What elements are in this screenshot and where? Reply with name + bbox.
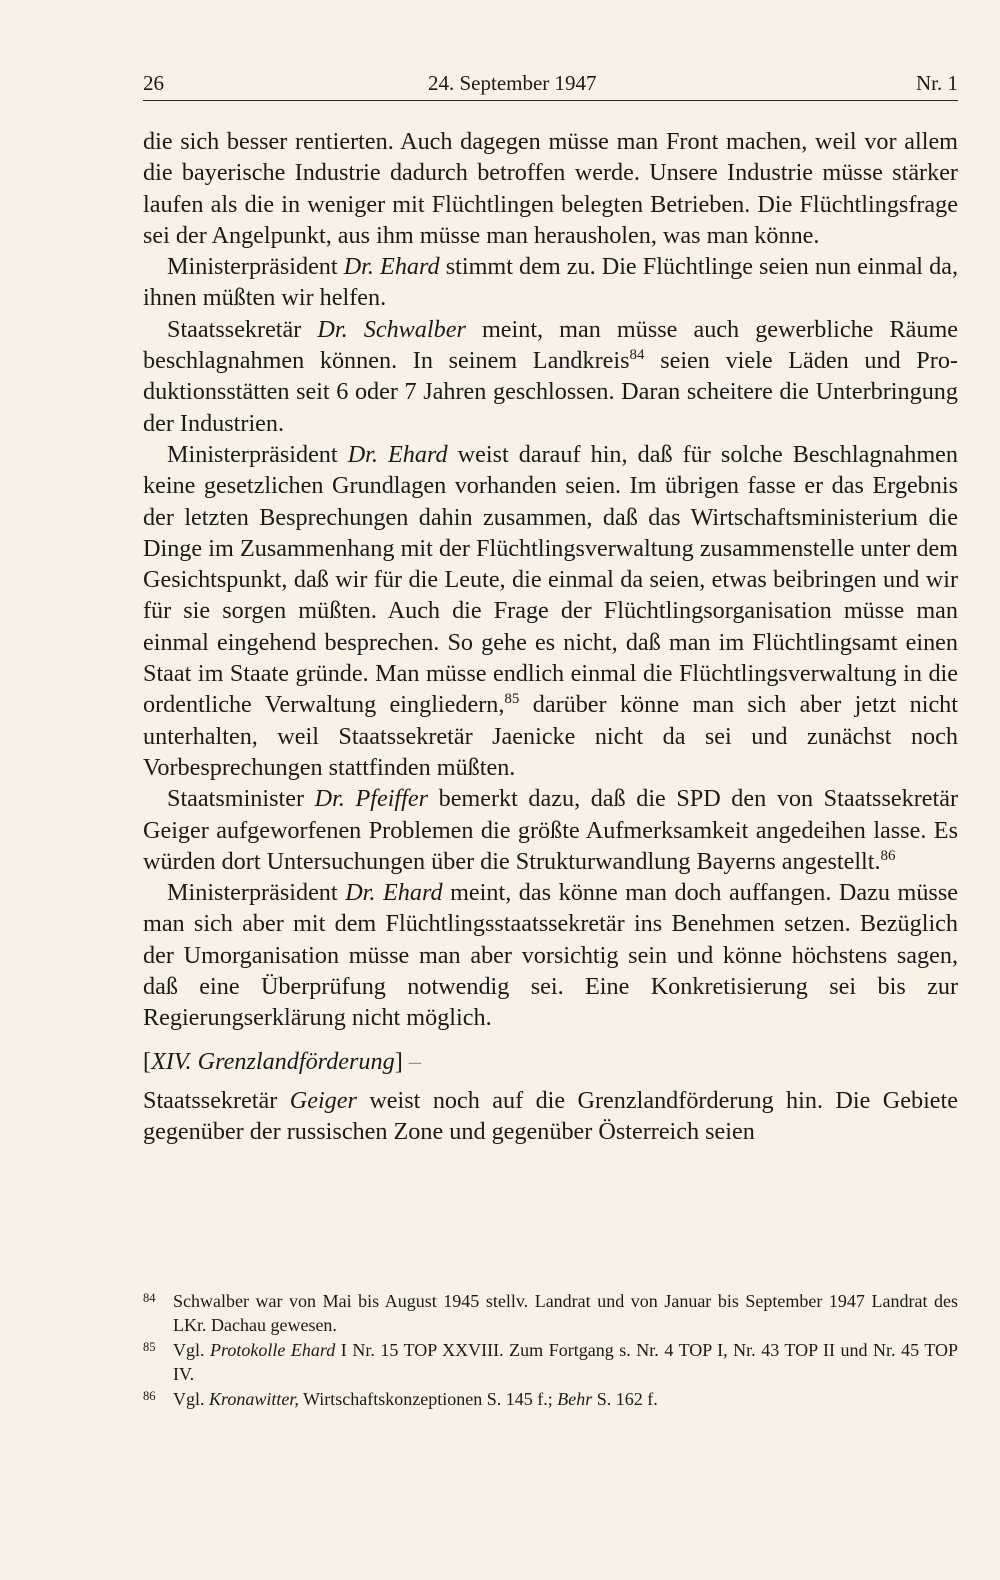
- heading-bracket-close: ]: [394, 1047, 403, 1075]
- footnote-text-part: S. 162 f.: [592, 1389, 658, 1409]
- footnote-text: [173, 1388, 958, 1412]
- footnote-cited-work: Protokolle Ehard: [210, 1340, 336, 1360]
- speaker-name: Dr. Pfeiffer: [314, 785, 429, 813]
- footnote-number: 86: [143, 1389, 156, 1403]
- paragraph-text: weist darauf hin, daß für solche Beschlagnahmen keine gesetzlichen Grundlagen vorhanden seien. Im übrigen fasse er das Ergebnis der letzten Besprechungen dahin zusammen, daß das Wirtschaftsministerium die Dinge im Zusammenhang mit der Flüchtlingsverwaltung zusammenstelle unter dem Gesichtspunkt, daß wir für die Leute, die einmal da seien, etwas beibringen und wir für sie sorgen müßten. Auch die Frage der Flüchtlingsorganisation müsse man einmal eingehend besprechen. So gehe es nicht, daß man im Flüchtlingsamt einen Staat im Staate gründe. Man müsse endlich einmal die Flüchtlingsverwaltung in die ordentliche Verwaltung eingliedern,: [143, 440, 958, 719]
- paragraph-6: [143, 877, 958, 1033]
- paragraph-3: [143, 314, 958, 439]
- footnote-ref-85[interactable]: 85: [504, 691, 520, 708]
- speaker-name: Dr. Schwalber: [317, 315, 466, 343]
- speaker-title: Ministerpräsident: [167, 879, 346, 907]
- footnote-text: [173, 1339, 958, 1386]
- footnote-ref-84[interactable]: 84: [629, 347, 645, 364]
- footnote-number: 85: [143, 1340, 156, 1354]
- footnote-text-part: I Nr. 15 TOP XXVIII. Zum Fortgang s. Nr. 4 TOP I, Nr. 43 TOP II und Nr. 45 TOP IV.: [173, 1340, 958, 1384]
- speaker-title: Staatsminister: [167, 785, 315, 813]
- footnote-text-part: Wirtschaftskonzeptionen S. 145 f.;: [298, 1389, 558, 1409]
- document-number: Nr. 1: [916, 71, 958, 95]
- paragraph-text: stimmt dem zu. Die Flüchtlinge seien nun einmal da, ihnen müßten wir helfen.: [143, 253, 958, 312]
- footnote-ref-86[interactable]: 86: [880, 847, 896, 864]
- heading-title: XIV. Grenzlandförderung: [151, 1047, 395, 1075]
- speaker-title: Ministerpräsident: [167, 253, 344, 281]
- running-header: [143, 68, 958, 101]
- heading-dash: –: [402, 1047, 421, 1075]
- footnote-text: Schwalber war von Mai bis August 1945 stellv. Landrat und von Januar bis September 1947 Landrat des LKr. Dachau gewesen.: [173, 1291, 958, 1335]
- paragraph-2: [143, 251, 958, 314]
- paragraph-text: bemerkt dazu, daß die SPD den von Staatssekretär Geiger aufgeworfenen Problemen die größte Aufmerksamkeit angedeihen lasse. Es würden dort Untersuchungen über die Strukturwandlung Bayerns angestellt.: [143, 785, 958, 875]
- speaker-name: Geiger: [289, 1086, 357, 1114]
- speaker-name: Dr. Ehard: [343, 253, 440, 281]
- main-text: [143, 126, 958, 1148]
- paragraph-1: die sich besser rentierten. Auch dagegen müsse man Front machen, weil vor allem die bayerische Industrie dadurch betroffen werde. Unsere Industrie müsse stärker laufen als die in weniger mit Flüchtlingen belegten Betrieben. Die Flüchtlingsfrage sei der Angelpunkt, aus ihm müsse man herausholen, was man könne.: [143, 128, 958, 249]
- footnotes: [143, 1290, 958, 1414]
- paragraph-text: weist noch auf die Grenzlandförderung hin. Die Gebiete gegenüber der russischen Zone und gegenüber Österreich seien: [143, 1086, 958, 1146]
- speaker-name: Dr. Ehard: [347, 440, 448, 468]
- paragraph-text: meint, das könne man doch auffangen. Dazu müsse man sich aber mit dem Flüchtlingsstaatssekretär ins Benehmen setzen. Bezüglich der Umorganisation müsse man aber vorsichtig sein und könne höchstens sagen, daß eine Überprüfung notwendig sei. Eine Konkretisierung sei bis zur Regierungserklärung nicht möglich.: [143, 879, 958, 1032]
- paragraph-text: seien viele Läden und Produktionsstätten seit 6 oder 7 Jahren geschlossen. Daran scheitere die Unterbringung der Industrien.: [143, 347, 958, 437]
- footnote-cited-author: Kronawitter,: [209, 1389, 299, 1409]
- footnote-text-part: Vgl.: [173, 1340, 211, 1360]
- paragraph-text: darüber könne man sich aber jetzt nicht unterhalten, weil Staatssekretär Jaenicke nicht da sei und zunächst noch Vorbesprechungen stattfinden müßten.: [143, 691, 958, 781]
- paragraph-5: [143, 783, 958, 877]
- footnote-cited-author: Behr: [557, 1389, 593, 1409]
- section-heading: [143, 1046, 958, 1077]
- footnote-85: [143, 1339, 958, 1386]
- page-number: 26: [143, 71, 164, 95]
- paragraph-4: [143, 439, 958, 783]
- speaker-title: Staatssekretär: [143, 1086, 290, 1114]
- speaker-title: Staatssekretär: [167, 315, 318, 343]
- heading-bracket-open: [: [143, 1047, 152, 1075]
- speaker-title: Ministerpräsident: [167, 440, 348, 468]
- paragraph-7: [143, 1085, 958, 1148]
- footnote-text-part: Vgl.: [173, 1389, 209, 1409]
- footnote-number: 84: [143, 1291, 156, 1305]
- paragraph-text: meint, man müsse auch gewerbliche Räume beschlagnahmen können. In seinem Landkreis: [143, 315, 959, 375]
- footnote-84: [143, 1290, 958, 1337]
- header-date: 24. September 1947: [428, 71, 597, 95]
- speaker-name: Dr. Ehard: [345, 879, 443, 907]
- footnote-86: [143, 1388, 958, 1412]
